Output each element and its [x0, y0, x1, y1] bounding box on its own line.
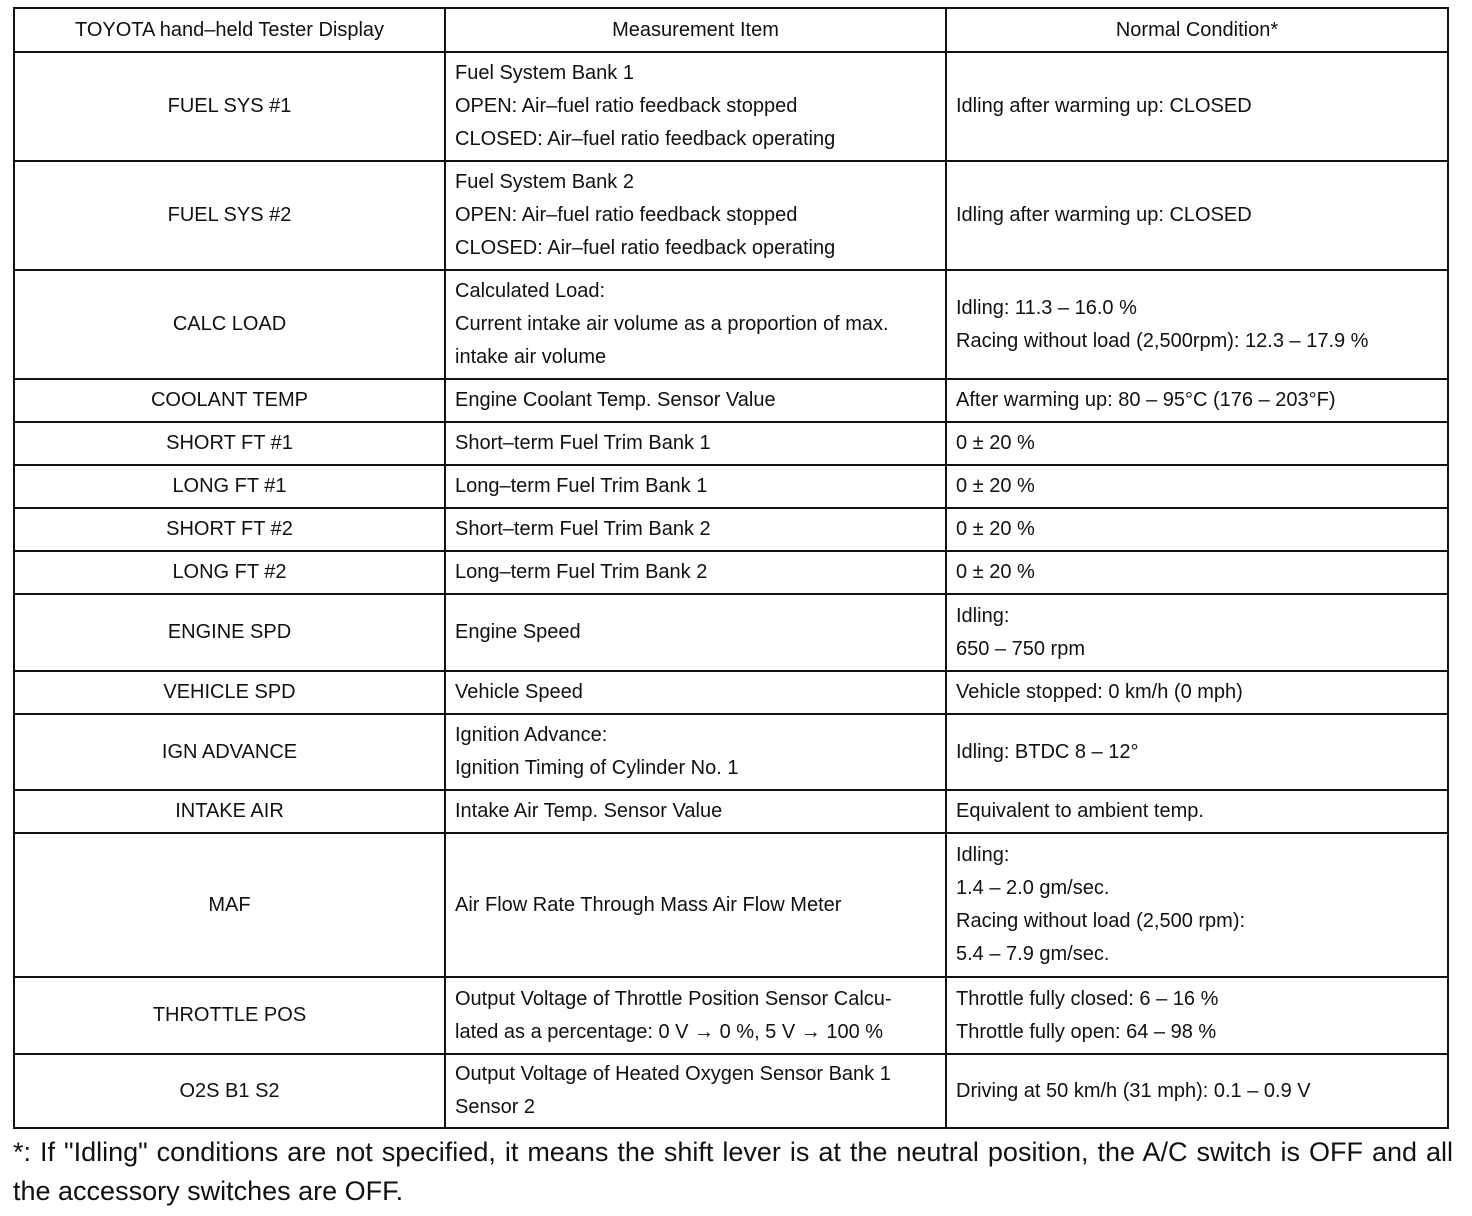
table-row	[14, 790, 1448, 833]
cell-normal-condition-line: Idling after warming up: CLOSED	[956, 204, 1252, 226]
cell-measurement-item-line: Vehicle Speed	[455, 681, 583, 703]
footnote: *: If "Idling" conditions are not specified, it means the shift lever is at the neutral position, the A/C switch is OFF and all the accessory switches are OFF.	[13, 1137, 1453, 1206]
cell-tester-display: SHORT FT #1	[14, 422, 445, 465]
cell-measurement-item	[445, 161, 946, 270]
cell-tester-display: VEHICLE SPD	[14, 671, 445, 714]
cell-normal-condition-line: 0 ± 20 %	[956, 475, 1035, 497]
header-measurement-item: Measurement Item	[445, 8, 946, 52]
cell-measurement-item-line: Ignition Advance:	[455, 724, 608, 746]
cell-measurement-item	[445, 52, 946, 161]
cell-normal-condition-line: Racing without load (2,500 rpm):	[956, 910, 1246, 932]
cell-normal-condition-line: 5.4 – 7.9 gm/sec.	[956, 943, 1110, 965]
cell-measurement-item-line: lated as a percentage: 0 V → 0 %, 5 V → 100 %	[455, 1020, 884, 1043]
cell-measurement-item	[445, 977, 946, 1054]
cell-measurement-item-line: Fuel System Bank 2	[455, 171, 634, 193]
cell-measurement-item-line: intake air volume	[455, 346, 607, 368]
cell-normal-condition-line: 650 – 750 rpm	[956, 637, 1085, 660]
cell-normal-condition	[946, 833, 1448, 977]
cell-normal-condition	[946, 1054, 1448, 1128]
cell-measurement-item-line: Engine Speed	[455, 621, 581, 643]
cell-tester-display: THROTTLE POS	[14, 977, 445, 1054]
cell-measurement-item-line: Fuel System Bank 1	[455, 62, 634, 84]
cell-normal-condition-line: Racing without load (2,500rpm): 12.3 – 17.9 %	[956, 329, 1369, 352]
cell-measurement-item-line: Calculated Load:	[455, 280, 606, 302]
cell-measurement-item-line: Short–term Fuel Trim Bank 1	[455, 432, 711, 454]
cell-measurement-item-line: OPEN: Air–fuel ratio feedback stopped	[455, 204, 798, 226]
cell-tester-display: COOLANT TEMP	[14, 379, 445, 422]
cell-normal-condition	[946, 379, 1448, 422]
cell-measurement-item	[445, 270, 946, 379]
cell-measurement-item	[445, 422, 946, 465]
cell-tester-display: INTAKE AIR	[14, 790, 445, 833]
table-row	[14, 833, 1448, 977]
cell-tester-display: FUEL SYS #2	[14, 161, 445, 270]
cell-normal-condition	[946, 161, 1448, 270]
cell-normal-condition-line: Idling:	[956, 844, 1010, 866]
table-row	[14, 379, 1448, 422]
cell-normal-condition	[946, 790, 1448, 833]
cell-normal-condition	[946, 671, 1448, 714]
cell-normal-condition-line: Vehicle stopped: 0 km/h (0 mph)	[956, 681, 1243, 703]
cell-normal-condition	[946, 551, 1448, 594]
cell-measurement-item-line: CLOSED: Air–fuel ratio feedback operating	[455, 237, 836, 259]
cell-tester-display: ENGINE SPD	[14, 594, 445, 671]
cell-normal-condition	[946, 508, 1448, 551]
table-row	[14, 422, 1448, 465]
cell-tester-display: CALC LOAD	[14, 270, 445, 379]
cell-measurement-item	[445, 551, 946, 594]
cell-measurement-item	[445, 508, 946, 551]
table-row	[14, 977, 1448, 1054]
cell-measurement-item-line: Ignition Timing of Cylinder No. 1	[455, 757, 739, 779]
cell-normal-condition-line: Throttle fully open: 64 – 98 %	[956, 1020, 1217, 1043]
cell-normal-condition-line: 0 ± 20 %	[956, 518, 1035, 540]
table-row	[14, 1054, 1448, 1128]
cell-normal-condition	[946, 594, 1448, 671]
cell-tester-display: FUEL SYS #1	[14, 52, 445, 161]
cell-tester-display: LONG FT #2	[14, 551, 445, 594]
cell-measurement-item	[445, 714, 946, 790]
cell-normal-condition	[946, 270, 1448, 379]
cell-measurement-item	[445, 790, 946, 833]
cell-measurement-item-line: Current intake air volume as a proportion of max.	[455, 313, 889, 335]
cell-normal-condition-line: After warming up: 80 – 95°C (176 – 203°F)	[956, 389, 1336, 411]
cell-measurement-item-line: Short–term Fuel Trim Bank 2	[455, 518, 711, 540]
cell-normal-condition-line: Equivalent to ambient temp.	[956, 800, 1204, 822]
table-row	[14, 508, 1448, 551]
table-header-row	[14, 8, 1448, 52]
cell-normal-condition	[946, 714, 1448, 790]
cell-measurement-item-line: Intake Air Temp. Sensor Value	[455, 800, 723, 822]
cell-measurement-item	[445, 465, 946, 508]
cell-measurement-item	[445, 379, 946, 422]
cell-normal-condition-line: 0 ± 20 %	[956, 432, 1035, 454]
cell-measurement-item-line: Output Voltage of Throttle Position Sensor Calcu-	[455, 987, 892, 1010]
cell-tester-display: MAF	[14, 833, 445, 977]
cell-measurement-item-line: Long–term Fuel Trim Bank 1	[455, 475, 708, 497]
cell-normal-condition	[946, 422, 1448, 465]
cell-normal-condition-line: Idling: 11.3 – 16.0 %	[956, 296, 1137, 319]
cell-normal-condition-line: Driving at 50 km/h (31 mph): 0.1 – 0.9 V	[956, 1079, 1311, 1102]
cell-measurement-item	[445, 1054, 946, 1128]
cell-measurement-item-line: Long–term Fuel Trim Bank 2	[455, 561, 708, 583]
cell-tester-display: SHORT FT #2	[14, 508, 445, 551]
cell-measurement-item-line: Air Flow Rate Through Mass Air Flow Meter	[455, 893, 842, 916]
table-row	[14, 551, 1448, 594]
header-tester-display: TOYOTA hand–held Tester Display	[14, 8, 445, 52]
cell-normal-condition-line: Idling:	[956, 604, 1010, 627]
table-row	[14, 594, 1448, 671]
cell-measurement-item	[445, 671, 946, 714]
cell-measurement-item-line: CLOSED: Air–fuel ratio feedback operating	[455, 128, 836, 150]
cell-normal-condition-line: Idling: BTDC 8 – 12°	[956, 740, 1139, 763]
cell-normal-condition-line: 0 ± 20 %	[956, 561, 1035, 583]
cell-normal-condition-line: Throttle fully closed: 6 – 16 %	[956, 987, 1219, 1010]
cell-measurement-item-line: OPEN: Air–fuel ratio feedback stopped	[455, 95, 798, 117]
header-normal-condition: Normal Condition*	[946, 8, 1448, 52]
cell-normal-condition-line: 1.4 – 2.0 gm/sec.	[956, 877, 1110, 899]
table-row	[14, 52, 1448, 161]
table-row	[14, 671, 1448, 714]
cell-normal-condition	[946, 465, 1448, 508]
cell-normal-condition-line: Idling after warming up: CLOSED	[956, 95, 1252, 117]
cell-measurement-item	[445, 833, 946, 977]
cell-tester-display: O2S B1 S2	[14, 1054, 445, 1128]
table-row	[14, 270, 1448, 379]
cell-tester-display: LONG FT #1	[14, 465, 445, 508]
table-row	[14, 465, 1448, 508]
table-row	[14, 161, 1448, 270]
cell-measurement-item-line: Output Voltage of Heated Oxygen Sensor Bank 1	[455, 1063, 891, 1085]
cell-measurement-item-line: Engine Coolant Temp. Sensor Value	[455, 389, 776, 411]
table-body	[14, 52, 1448, 1128]
cell-normal-condition	[946, 977, 1448, 1054]
cell-tester-display: IGN ADVANCE	[14, 714, 445, 790]
cell-normal-condition	[946, 52, 1448, 161]
cell-measurement-item-line: Sensor 2	[455, 1096, 536, 1118]
cell-measurement-item	[445, 594, 946, 671]
table-row	[14, 714, 1448, 790]
data-list-table	[13, 7, 1449, 1129]
